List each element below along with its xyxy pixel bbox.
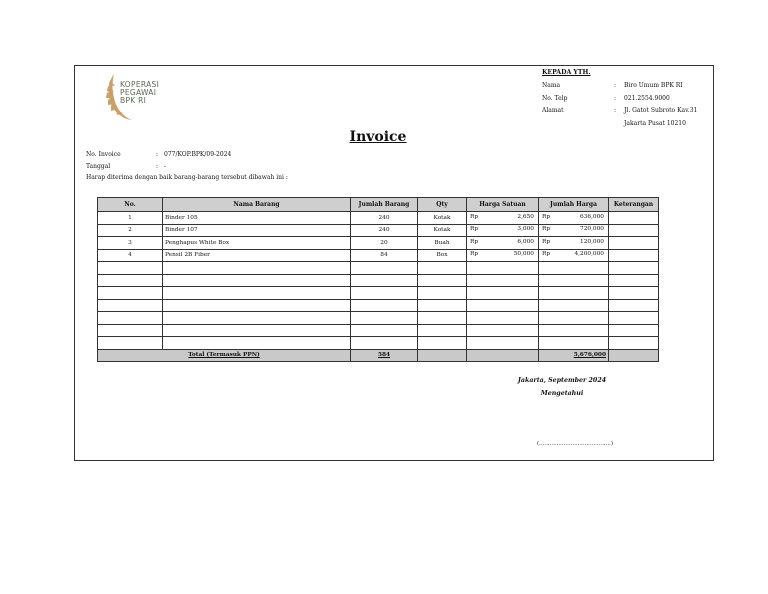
- table-cell: [467, 262, 539, 275]
- item-name: Binder 105: [163, 212, 351, 225]
- table-row-empty: [98, 262, 659, 275]
- table-cell: [609, 299, 659, 312]
- item-note: [609, 224, 659, 237]
- table-cell: [163, 312, 351, 325]
- table-cell: [539, 274, 609, 287]
- table-cell: [467, 287, 539, 300]
- table-row-empty: [98, 312, 659, 325]
- table-cell: [609, 262, 659, 275]
- table-cell: [418, 287, 467, 300]
- row-number: 4: [98, 249, 163, 262]
- table-cell: [467, 312, 539, 325]
- line-total: [539, 212, 609, 225]
- table-cell: [163, 299, 351, 312]
- currency-label: Rp: [470, 238, 479, 245]
- amount-value: 3,000: [517, 226, 534, 233]
- table-cell: [351, 274, 418, 287]
- column-header: Qty: [418, 198, 467, 212]
- column-header: Harga Satuan: [467, 198, 539, 212]
- invoice-number-label: No. Invoice: [86, 151, 121, 158]
- table-row-empty: [98, 337, 659, 350]
- table-cell: [418, 299, 467, 312]
- table-cell: [351, 312, 418, 325]
- line-total: [539, 237, 609, 250]
- table-row: [98, 237, 659, 250]
- amount-value: 50,000: [513, 251, 534, 258]
- signature-line: (.........................................): [537, 441, 613, 447]
- logo-line: PEGAWAI: [120, 88, 157, 97]
- table-cell: [163, 262, 351, 275]
- unit-price: [467, 212, 539, 225]
- recipient-address-line2: Jakarta Pusat 10210: [624, 119, 686, 127]
- table-cell: [98, 299, 163, 312]
- table-cell: [539, 324, 609, 337]
- item-count: 20: [351, 237, 418, 250]
- table-cell: [467, 324, 539, 337]
- column-header: Jumlah Barang: [351, 198, 418, 212]
- item-note: [609, 249, 659, 262]
- colon: :: [614, 107, 617, 114]
- table-cell: [609, 312, 659, 325]
- line-total: [539, 224, 609, 237]
- table-cell: [609, 274, 659, 287]
- unit-price: [467, 224, 539, 237]
- recipient-label: No. Telp: [542, 94, 568, 102]
- item-unit: Kotak: [418, 224, 467, 237]
- line-total: [539, 249, 609, 262]
- currency-label: Rp: [470, 213, 479, 220]
- table-cell: [467, 299, 539, 312]
- signature-block: [500, 377, 624, 403]
- table-cell: [609, 287, 659, 300]
- amount-value: 720,000: [580, 226, 604, 233]
- column-header: Nama Barang: [163, 198, 351, 212]
- table-cell: [418, 274, 467, 287]
- table-cell: [609, 337, 659, 350]
- table-cell: [98, 337, 163, 350]
- table-header-row: [98, 198, 659, 212]
- item-name: Penghapus White Box: [163, 237, 351, 250]
- page-title: Invoice: [349, 129, 407, 145]
- table-total-row: [98, 349, 659, 361]
- recipient-label: Nama: [542, 82, 561, 89]
- colon: :: [156, 162, 159, 170]
- recipient-header: KEPADA YTH.: [542, 69, 591, 76]
- recipient-row: [542, 82, 683, 95]
- item-note: [609, 237, 659, 250]
- table-cell: [418, 312, 467, 325]
- table-row: [98, 212, 659, 225]
- table-row-empty: [98, 274, 659, 287]
- column-header: No.: [98, 198, 163, 212]
- table-cell: [98, 324, 163, 337]
- table-cell: [163, 324, 351, 337]
- item-name: Binder 107: [163, 224, 351, 237]
- logo-line: KOPERASI: [120, 80, 160, 89]
- recipient-value: Biro Umum BPK RI: [624, 82, 683, 89]
- table-cell: [609, 324, 659, 337]
- recipient-label: Alamat: [542, 107, 564, 114]
- items-table: [97, 197, 659, 362]
- column-header: Jumlah Harga: [539, 198, 609, 212]
- table-cell: [98, 262, 163, 275]
- table-cell: [467, 337, 539, 350]
- item-unit: Buah: [418, 237, 467, 250]
- table-row-empty: [98, 287, 659, 300]
- currency-label: Rp: [542, 238, 551, 245]
- row-number: 3: [98, 237, 163, 250]
- recipient-row: [542, 94, 670, 108]
- table-cell: [539, 299, 609, 312]
- table-cell: [418, 349, 467, 361]
- unit-price: [467, 237, 539, 250]
- table-cell: [467, 274, 539, 287]
- invoice-number-value: 077/KOP.BPK/09-2024: [164, 151, 232, 158]
- row-number: 2: [98, 224, 163, 237]
- currency-label: Rp: [470, 226, 479, 233]
- item-name: Pensil 2B Fiber: [163, 249, 351, 262]
- unit-price: [467, 249, 539, 262]
- table-cell: [539, 337, 609, 350]
- table-cell: [351, 262, 418, 275]
- currency-label: Rp: [542, 226, 551, 233]
- instruction-note: Harap diterima dengan baik barang-barang tersebut dibawah ini :: [86, 174, 288, 181]
- logo-line: BPK RI: [120, 96, 147, 105]
- table-cell: [163, 287, 351, 300]
- item-count: 240: [351, 212, 418, 225]
- amount-value: 6,000: [517, 238, 534, 245]
- table-cell: [351, 287, 418, 300]
- total-jumlah: 584: [351, 349, 418, 361]
- table-cell: [98, 312, 163, 325]
- colon: :: [614, 94, 617, 102]
- amount-value: 120,000: [580, 238, 604, 245]
- amount-value: 636,000: [580, 213, 604, 220]
- table-row: [98, 224, 659, 237]
- amount-value: 2,650: [517, 213, 534, 220]
- table-cell: [539, 262, 609, 275]
- table-cell: [351, 324, 418, 337]
- table-cell: [98, 274, 163, 287]
- table-row-empty: [98, 299, 659, 312]
- recipient-value: 021.2554.9000: [624, 94, 670, 102]
- table-row: [98, 249, 659, 262]
- item-unit: Box: [418, 249, 467, 262]
- table-cell: [418, 324, 467, 337]
- total-label: Total (Termasuk PPN): [98, 349, 351, 361]
- date-label: Tanggal: [86, 162, 111, 170]
- recipient-row: [542, 107, 698, 120]
- item-count: 84: [351, 249, 418, 262]
- table-cell: [163, 274, 351, 287]
- table-body: [98, 212, 659, 350]
- amount-value: 4,200,000: [574, 251, 604, 258]
- date-value: -: [164, 162, 167, 170]
- currency-label: Rp: [542, 213, 551, 220]
- column-header: Keterangan: [609, 198, 659, 212]
- place-date: Jakarta, September 2024: [517, 377, 607, 384]
- colon: :: [614, 82, 617, 89]
- row-number: 1: [98, 212, 163, 225]
- recipient-value: Jl. Gatot Subroto Kav.31: [624, 107, 698, 114]
- table-cell: [98, 287, 163, 300]
- table-cell: [351, 299, 418, 312]
- table-cell: [351, 337, 418, 350]
- recipient-block: [542, 69, 698, 132]
- table-row-empty: [98, 324, 659, 337]
- table-cell: [467, 349, 539, 361]
- acknowledged-label: Mengetahui: [540, 390, 584, 397]
- logo-wordmark: [120, 81, 159, 105]
- colon: :: [156, 151, 159, 158]
- table-cell: [609, 349, 659, 361]
- table-cell: [163, 337, 351, 350]
- item-count: 240: [351, 224, 418, 237]
- currency-label: Rp: [542, 251, 551, 258]
- item-unit: Kotak: [418, 212, 467, 225]
- table-cell: [418, 262, 467, 275]
- item-note: [609, 212, 659, 225]
- table-cell: [418, 337, 467, 350]
- table-cell: [539, 312, 609, 325]
- total-amount: 5,676,000: [539, 349, 609, 361]
- currency-label: Rp: [470, 251, 479, 258]
- recipient-row: [542, 119, 686, 133]
- table-cell: [539, 287, 609, 300]
